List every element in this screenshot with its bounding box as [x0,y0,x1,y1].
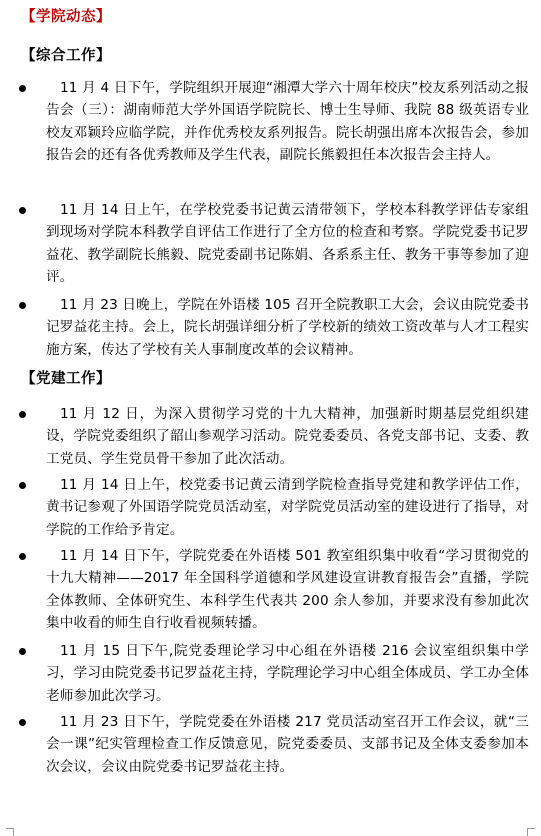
list-item [19,77,529,166]
list-item [19,711,529,778]
list-item-text: 11 月 23 日下午，学院党委在外语楼 217 党员活动室召开工作会议，就“三会一课”纪实管理检查工作反馈意见，院党委委员、支部书记及全体支委参加本次会议，会议由院党委书记罗益花主持。 [46,714,529,775]
page-title: 【学院动态】 [21,9,111,25]
list-item [19,294,529,361]
list-item-text: 11 月 12 日，为深入贯彻学习党的十九大精神，加强新时期基层党组织建设，学院党委组织了韶山参观学习活动。院党委委员、各党支部书记、支委、教工党员、学生党员骨干参加了此次活动。 [46,406,529,467]
list-item [19,474,529,541]
section-heading-party: 【党建工作】 [21,371,111,387]
bullet-icon [19,719,26,726]
list-item-text: 11 月 4 日下午，学院组织开展迎“湘潭大学六十周年校庆”校友系列活动之报告会（三）：湖南师范大学外国语学院院长、博士生导师、我院 88 级英语专业校友邓颖玲应临学院，并作优秀校友系列报告。院长胡强出席本次报告会，参加报告会的还有各优秀教师及学生代表，副院长熊毅担任本次报告会主持人。 [46,80,529,163]
bullet-icon [19,648,26,655]
bullet-icon [19,553,26,560]
bullet-icon [19,207,26,214]
bullet-icon [19,482,26,489]
bullet-icon [19,302,26,309]
bullet-icon [19,411,26,418]
list-item [19,640,529,707]
list-item-text: 11 月 14 日下午，学院党委在外语楼 501 教室组织集中收看“学习贯彻党的十九大精神——2017 年全国科学道德和学风建设宣讲教育报告会”直播，学院全体教师、全体研究生、本科学生代表共 200 余人参加，并要求没有参加此次集中收看的师生自行收看视频转播。 [46,548,529,631]
list-item [19,545,529,634]
list-item-text: 11 月 23 日晚上，学院在外语楼 105 召开全院教职工大会，会议由院党委书记罗益花主持。会上，院长胡强详细分析了学校新的绩效工资改革与人才工程实施方案，传达了学校有关人事制度改革的会议精神。 [46,297,529,358]
list-item-text: 11 月 14 日上午，在学校党委书记黄云清带领下，学校本科教学评估专家组到现场对学院本科教学自评估工作进行了全方位的检查和考察。学院党委书记罗益花、教学副院长熊毅、院党委副书记陈娟、各系系主任、教务干事等参加了迎评。 [46,202,529,285]
list-item [19,403,529,470]
list-item-text: 11 月 14 日上午，校党委书记黄云清到学院检查指导党建和教学评估工作，黄书记参观了外国语学院党员活动室，对学院党员活动室的建设进行了指导，对学院的工作给予肯定。 [46,477,529,538]
list-item [19,199,529,288]
bullet-icon [19,85,26,92]
section-heading-general: 【综合工作】 [21,48,111,64]
list-item-text: 11 月 15 日下午,院党委理论学习中心组在外语楼 216 会议室组织集中学习，学习由院党委书记罗益花主持，学院理论学习中心组全体成员、学工办全体老师参加此次学习。 [46,643,529,704]
